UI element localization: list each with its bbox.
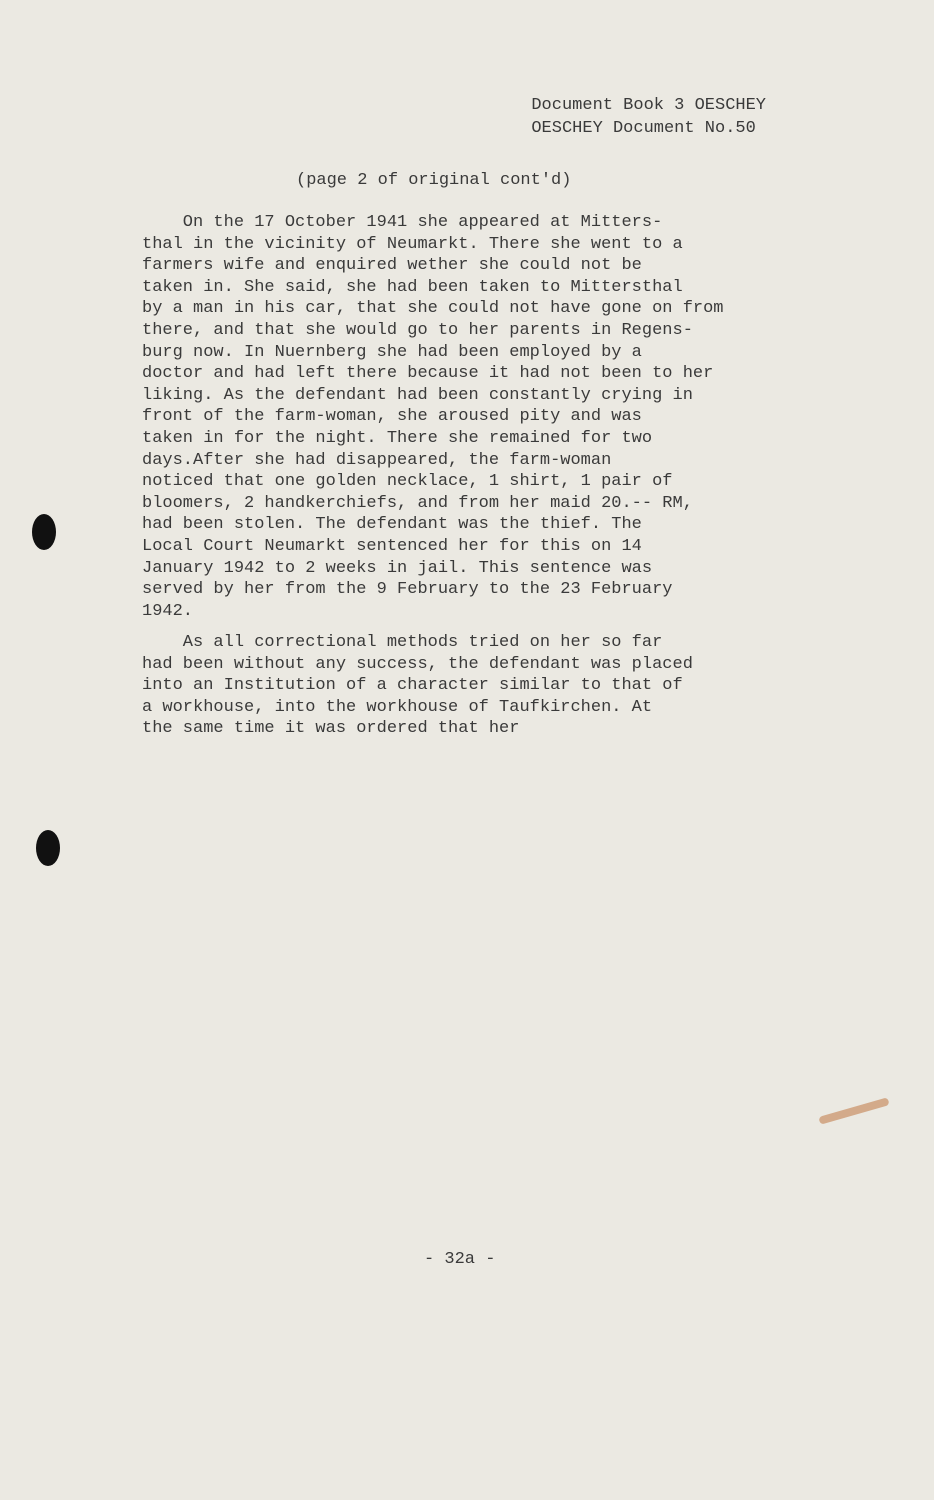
punch-hole-bottom	[36, 830, 60, 866]
text-line: by a man in his car, that she could not have gone on from	[142, 299, 724, 319]
text-line: taken in for the night. There she remained for two	[142, 428, 653, 448]
text-line: On the 17 October 1941 she appeared at Mitters-	[142, 213, 663, 232]
text-line: farmers wife and enquired wether she could not be	[142, 256, 642, 276]
text-line: Local Court Neumarkt sentenced her for this on 14	[142, 536, 642, 556]
text-line: burg now. In Nuernberg she had been employed by a	[142, 342, 642, 362]
text-line: served by her from the 9 February to the 23 February	[142, 580, 673, 600]
header-line-1: Document Book 3 OESCHEY	[531, 96, 766, 115]
text-line: noticed that one golden necklace, 1 shirt, 1 pair of	[142, 472, 673, 492]
text-line: a workhouse, into the workhouse of Taufkirchen. At	[142, 697, 653, 717]
text-line: thal in the vicinity of Neumarkt. There she went to a	[142, 234, 683, 254]
text-line: taken in. She said, she had been taken to Mittersthal	[142, 277, 683, 297]
text-line: days.After she had disappeared, the farm-woman	[142, 450, 612, 470]
text-line: liking. As the defendant had been constantly crying in	[142, 385, 693, 405]
text-line: 1942.	[142, 601, 194, 621]
text-line: there, and that she would go to her parents in Regens-	[142, 320, 693, 340]
punch-hole-top	[32, 514, 56, 550]
text-line: the same time it was ordered that her	[142, 719, 520, 739]
paragraph-1	[142, 212, 724, 622]
text-line: bloomers, 2 handkerchiefs, and from her maid 20.-- RM,	[142, 493, 693, 513]
text-line: had been stolen. The defendant was the thief. The	[142, 515, 642, 535]
text-line: January 1942 to 2 weeks in jail. This sentence was	[142, 558, 653, 578]
text-line: had been without any success, the defendant was placed	[142, 654, 693, 674]
paragraph-2	[142, 632, 693, 740]
text-line: front of the farm-woman, she aroused pity and was	[142, 407, 642, 427]
text-line: As all correctional methods tried on her so far	[142, 633, 663, 652]
page-subtitle: (page 2 of original cont'd)	[296, 171, 572, 190]
page-number: - 32a -	[424, 1250, 496, 1269]
paper-stain	[818, 1097, 889, 1125]
document-header	[531, 94, 766, 140]
text-line: doctor and had left there because it had not been to her	[142, 364, 714, 384]
text-line: into an Institution of a character similar to that of	[142, 676, 683, 696]
header-line-2: OESCHEY Document No.50	[531, 119, 756, 138]
